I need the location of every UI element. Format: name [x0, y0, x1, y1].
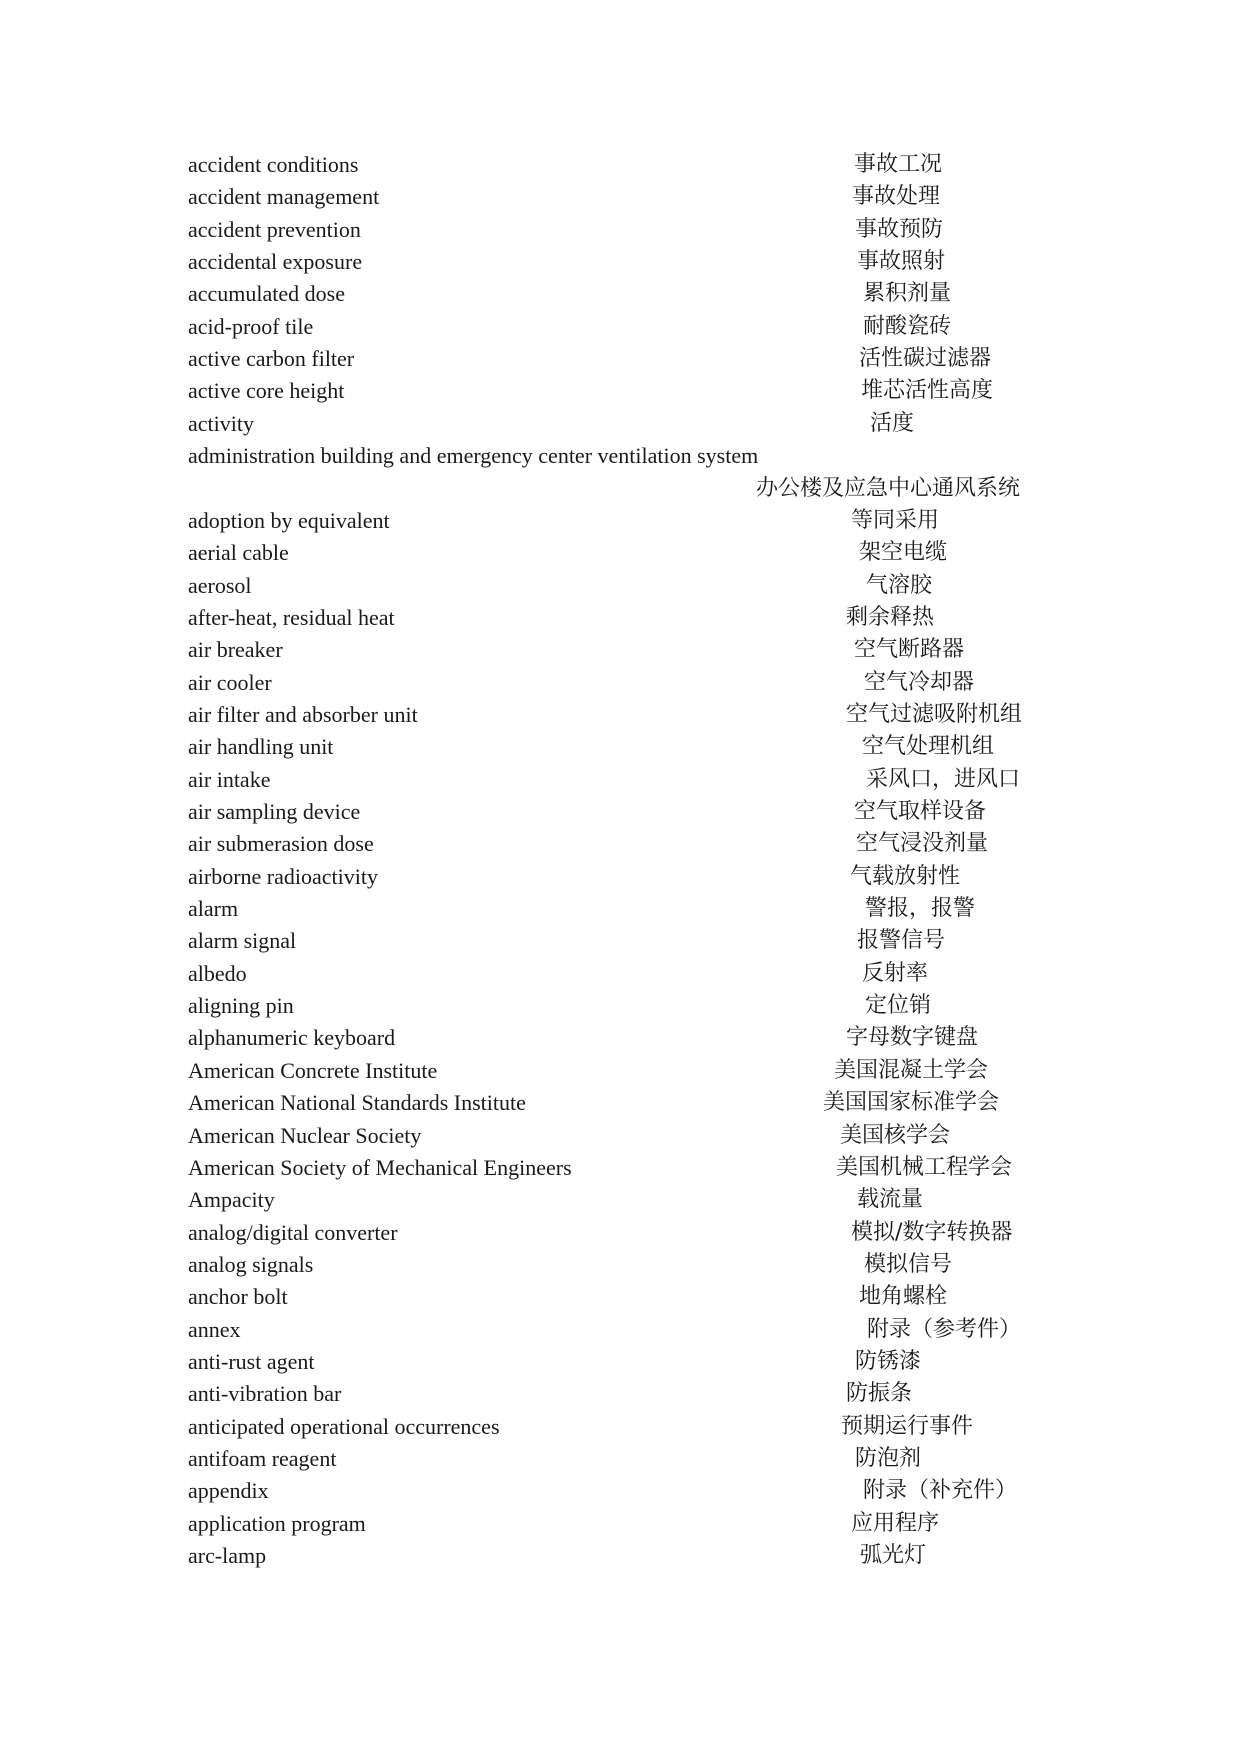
chinese-term: 字母数字键盘: [846, 1025, 979, 1050]
chinese-term: 报警信号: [857, 928, 946, 953]
english-term: Ampacity: [188, 1187, 275, 1212]
english-term: alphanumeric keyboard: [188, 1025, 396, 1050]
chinese-term: 空气过滤吸附机组: [846, 702, 1023, 727]
glossary-entry: [0, 1541, 1241, 1574]
chinese-term: 地角螺栓: [859, 1284, 948, 1309]
glossary-entry: [0, 1379, 1241, 1412]
english-term: after-heat, residual heat: [188, 605, 395, 630]
english-term: adoption by equivalent: [188, 508, 390, 533]
chinese-term: 定位销: [865, 993, 932, 1018]
glossary-entry: [0, 1153, 1241, 1186]
english-term: alarm: [188, 896, 239, 921]
glossary-entry: [0, 603, 1241, 636]
chinese-term: 耐酸瓷砖: [863, 314, 952, 339]
english-term: air filter and absorber unit: [188, 702, 418, 727]
english-term: anticipated operational occurrences: [188, 1414, 500, 1439]
english-term: annex: [188, 1317, 241, 1342]
chinese-term: 事故照射: [857, 249, 946, 274]
english-term: appendix: [188, 1478, 269, 1503]
glossary-entry: [0, 1185, 1241, 1218]
english-term: aerial cable: [188, 540, 289, 565]
glossary-entry: [0, 344, 1241, 377]
chinese-term: 空气处理机组: [862, 734, 995, 759]
english-term: alarm signal: [188, 928, 297, 953]
glossary-entry: [0, 1056, 1241, 1089]
glossary-entry: [0, 635, 1241, 668]
glossary-entry: [0, 150, 1241, 183]
chinese-term: 美国核学会: [840, 1123, 951, 1148]
glossary-entry: [0, 506, 1241, 539]
english-term: American National Standards Institute: [188, 1090, 526, 1115]
glossary-entry: [0, 797, 1241, 830]
english-term: anchor bolt: [188, 1284, 288, 1309]
glossary-entry: [0, 312, 1241, 345]
chinese-term: 附录（参考件）: [867, 1317, 1022, 1342]
chinese-term: 应用程序: [851, 1511, 940, 1536]
chinese-term: 办公楼及应急中心通风系统: [756, 476, 1021, 501]
chinese-term: 模拟信号: [864, 1252, 953, 1277]
glossary-entry: [0, 1509, 1241, 1542]
chinese-term: 载流量: [857, 1187, 924, 1212]
english-term: American Concrete Institute: [188, 1058, 438, 1083]
english-term: albedo: [188, 961, 247, 986]
glossary-entry: [0, 247, 1241, 280]
glossary-entry: [0, 862, 1241, 895]
glossary-entry: [0, 1088, 1241, 1121]
glossary-entry: [0, 1250, 1241, 1283]
chinese-term: 气载放射性: [850, 864, 961, 889]
chinese-term: 附录（补充件）: [863, 1478, 1018, 1503]
english-term: antifoam reagent: [188, 1446, 337, 1471]
chinese-term: 采风口，进风口: [866, 767, 1021, 792]
glossary-entry: [0, 1444, 1241, 1477]
english-term: aerosol: [188, 573, 252, 598]
chinese-term: 活度: [870, 411, 915, 436]
chinese-term: 事故处理: [852, 184, 941, 209]
glossary-entry: [0, 1023, 1241, 1056]
chinese-term: 事故预防: [855, 217, 944, 242]
english-term: anti-vibration bar: [188, 1381, 342, 1406]
english-term: accident management: [188, 184, 380, 209]
chinese-term: 弧光灯: [860, 1543, 927, 1568]
english-term: active core height: [188, 378, 345, 403]
chinese-term: 空气取样设备: [854, 799, 987, 824]
glossary-entry: [0, 959, 1241, 992]
glossary-entry: [0, 1412, 1241, 1445]
glossary-entry: [0, 538, 1241, 571]
chinese-term: 活性碳过滤器: [859, 346, 992, 371]
chinese-term: 防泡剂: [855, 1446, 922, 1471]
english-term: active carbon filter: [188, 346, 355, 371]
english-term: acid-proof tile: [188, 314, 314, 339]
chinese-term: 预期运行事件: [841, 1414, 974, 1439]
glossary-entry: [0, 376, 1241, 409]
glossary-entry: [0, 1282, 1241, 1315]
english-term: aligning pin: [188, 993, 294, 1018]
english-term: accident prevention: [188, 217, 361, 242]
chinese-term: 空气冷却器: [864, 670, 975, 695]
glossary-entry: [0, 732, 1241, 765]
chinese-term: 防锈漆: [855, 1349, 922, 1374]
glossary-entry: [0, 668, 1241, 701]
glossary-entry: [0, 1218, 1241, 1251]
glossary-entry: [0, 182, 1241, 215]
english-term: airborne radioactivity: [188, 864, 378, 889]
glossary-entry: [0, 1476, 1241, 1509]
english-term: accidental exposure: [188, 249, 363, 274]
english-term: air sampling device: [188, 799, 361, 824]
chinese-term: 堆芯活性高度: [861, 378, 994, 403]
english-term: air breaker: [188, 637, 283, 662]
chinese-term: 反射率: [862, 961, 929, 986]
english-term: air cooler: [188, 670, 272, 695]
english-term: air intake: [188, 767, 271, 792]
english-term: American Nuclear Society: [188, 1123, 422, 1148]
glossary-entry: [0, 474, 1241, 507]
glossary-entry: [0, 409, 1241, 442]
chinese-term: 事故工况: [854, 152, 943, 177]
chinese-term: 架空电缆: [859, 540, 948, 565]
english-term: analog/digital converter: [188, 1220, 398, 1245]
english-term: accident conditions: [188, 152, 359, 177]
chinese-term: 警报，报警: [865, 896, 976, 921]
english-term: American Society of Mechanical Engineers: [188, 1155, 572, 1180]
glossary-entry: [0, 1121, 1241, 1154]
english-term: application program: [188, 1511, 366, 1536]
chinese-term: 累积剂量: [863, 281, 952, 306]
chinese-term: 空气断路器: [854, 637, 965, 662]
chinese-term: 美国机械工程学会: [836, 1155, 1013, 1180]
english-term: administration building and emergency center ventilation system: [188, 443, 759, 468]
glossary-entry: [0, 1347, 1241, 1380]
chinese-term: 空气浸没剂量: [856, 831, 989, 856]
glossary-entry: [0, 441, 1241, 474]
glossary-entry: [0, 829, 1241, 862]
english-term: accumulated dose: [188, 281, 345, 306]
english-term: air submerasion dose: [188, 831, 374, 856]
english-term: air handling unit: [188, 734, 334, 759]
chinese-term: 等同采用: [851, 508, 940, 533]
glossary-entry: [0, 991, 1241, 1024]
glossary-entry: [0, 215, 1241, 248]
english-term: arc-lamp: [188, 1543, 267, 1568]
english-term: analog signals: [188, 1252, 314, 1277]
glossary-entry: [0, 700, 1241, 733]
chinese-term: 防振条: [846, 1381, 913, 1406]
glossary-entry: [0, 279, 1241, 312]
english-term: anti-rust agent: [188, 1349, 315, 1374]
glossary-entry: [0, 894, 1241, 927]
glossary-entry: [0, 765, 1241, 798]
english-term: activity: [188, 411, 254, 436]
chinese-term: 气溶胶: [866, 573, 933, 598]
chinese-term: 美国国家标准学会: [823, 1090, 1000, 1115]
glossary-entry: [0, 571, 1241, 604]
chinese-term: 剩余释热: [846, 605, 935, 630]
chinese-term: 美国混凝土学会: [834, 1058, 989, 1083]
glossary-entry: [0, 926, 1241, 959]
chinese-term: 模拟/数字转换器: [851, 1220, 1013, 1245]
glossary-entry: [0, 1315, 1241, 1348]
